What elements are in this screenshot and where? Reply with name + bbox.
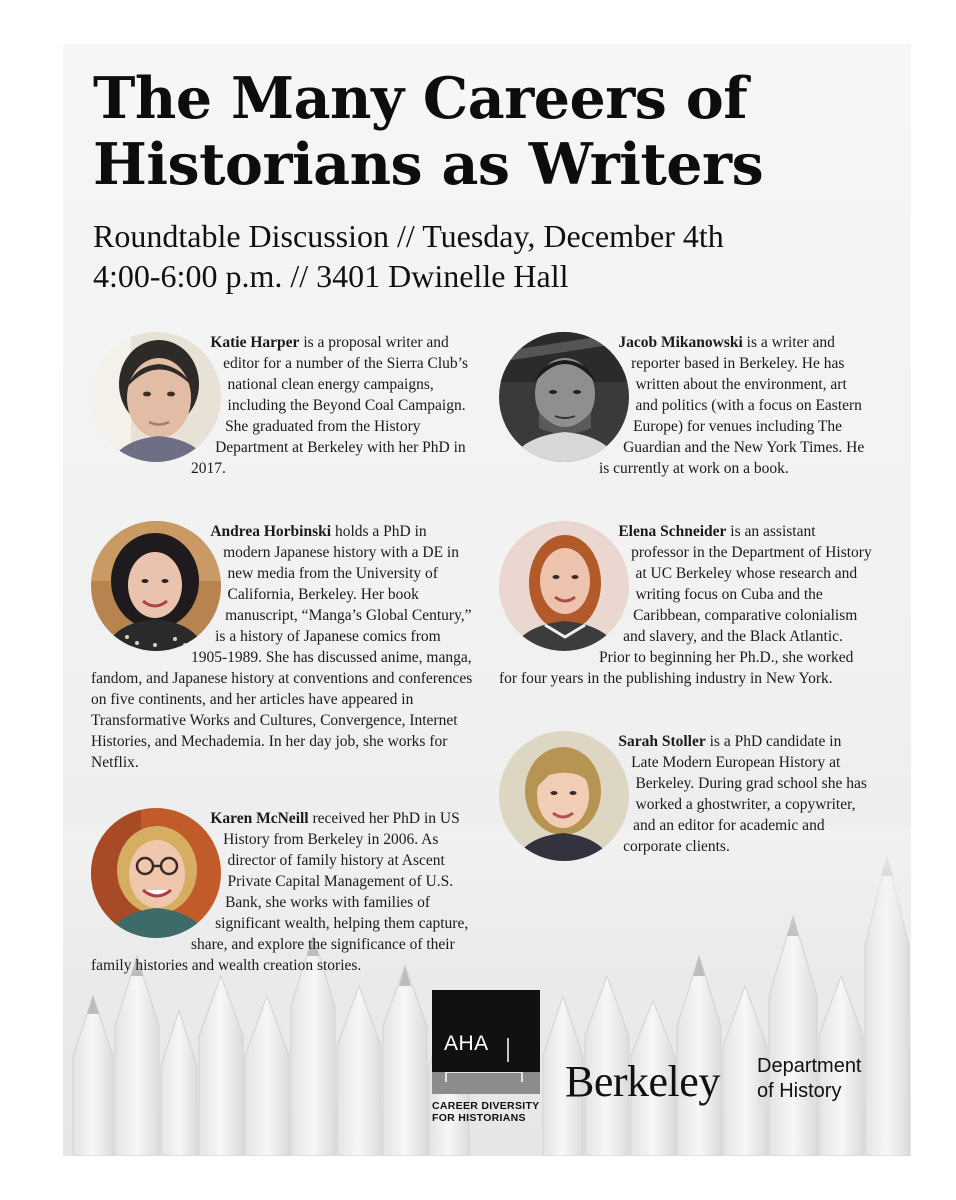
event-subtitle <box>93 216 893 296</box>
speaker-bio-text: received her PhD in US History from Berkeley in 2006. As director of family history at Ascent Private Capital Management of U.S. Bank, she works with families of significant wealth, helping them capture, share, and explore the significance of their family histories and wealth creation stories. <box>91 810 469 974</box>
speaker-bio-karen-mcneill <box>91 808 473 976</box>
aha-logo-box <box>432 990 540 1072</box>
speaker-bio-katie-harper <box>91 332 471 479</box>
speaker-bio-text: is a PhD candidate in Late Modern European History at Berkeley. During grad school she has worked a ghostwriter, a copywriter, and an editor for academic and corporate clients. <box>623 733 867 855</box>
speaker-name: Sarah Stoller <box>618 733 706 750</box>
speaker-name: Jacob Mikanowski <box>618 334 743 351</box>
subtitle-line-2: 4:00-6:00 p.m. // 3401 Dwinelle Hall <box>93 258 569 294</box>
speaker-photo <box>91 808 221 938</box>
speaker-bio-text: is an assistant professor in the Department of History at UC Berkeley whose research and writing focus on Cuba and the Caribbean, comparative colonialism and slavery, and the Black Atlantic. Prior to beginning her Ph.D., she worked for four years in the publishing industry in New York. <box>499 523 872 687</box>
speaker-photo <box>499 731 629 861</box>
speaker-photo <box>91 521 221 651</box>
speaker-bio-sarah-stoller <box>499 731 871 863</box>
aha-logo-bar <box>432 1072 540 1094</box>
aha-caption-line-2: FOR HISTORIANS <box>432 1112 526 1124</box>
berkeley-wordmark: Berkeley <box>565 1057 720 1106</box>
speaker-name: Andrea Horbinski <box>210 523 332 540</box>
dept-line-2: of History <box>757 1080 842 1102</box>
title-line-1: The Many Careers of <box>93 65 748 132</box>
event-title <box>93 66 893 198</box>
speaker-name: Katie Harper <box>210 334 300 351</box>
speaker-bio-elena-schneider <box>499 521 873 689</box>
aha-logo-text: AHA <box>444 1032 489 1055</box>
speaker-photo <box>499 332 629 462</box>
speaker-photo <box>91 332 221 462</box>
aha-logo-caption <box>432 1100 540 1124</box>
subtitle-line-1: Roundtable Discussion // Tuesday, December 4th <box>93 218 724 254</box>
speaker-bio-jacob-mikanowski <box>499 332 871 479</box>
speaker-bio-text: holds a PhD in modern Japanese history with a DE in new media from the University of California, Berkeley. Her book manuscript, “Manga’s Global Century,” is a history of Japanese comics from 1905-1989. She has discussed anime, manga, fandom, and Japanese history at conventions and conferences on five continents, and her articles have appeared in Transformative Works and Cultures, Convergence, Internet Histories, and Mechademia. In her day job, she works for Netflix. <box>91 523 473 771</box>
aha-logo-lines <box>432 990 540 1072</box>
aha-caption-line-1: CAREER DIVERSITY <box>432 1100 540 1112</box>
speaker-bio-text: is a proposal writer and editor for a number of the Sierra Club’s national clean energy campaigns, including the Beyond Coal Campaign. She graduated from the History Department at Berkeley with her PhD in 2017. <box>190 334 469 477</box>
speaker-name: Elena Schneider <box>618 523 727 540</box>
title-line-2: Historians as Writers <box>93 131 764 198</box>
speaker-name: Karen McNeill <box>210 810 309 827</box>
speaker-photo <box>499 521 629 651</box>
speaker-bio-text: is a writer and reporter based in Berkeley. He has written about the environment, art and politics (with a focus on Eastern Europe) for venues including The Guardian and the New York Times. He is currently at work on a book. <box>598 334 865 477</box>
dept-line-1: Department <box>757 1055 862 1077</box>
aha-logo <box>432 990 540 1124</box>
poster <box>63 44 911 1156</box>
speaker-bio-andrea-horbinski <box>91 521 473 773</box>
department-of-history-label <box>757 1054 862 1104</box>
